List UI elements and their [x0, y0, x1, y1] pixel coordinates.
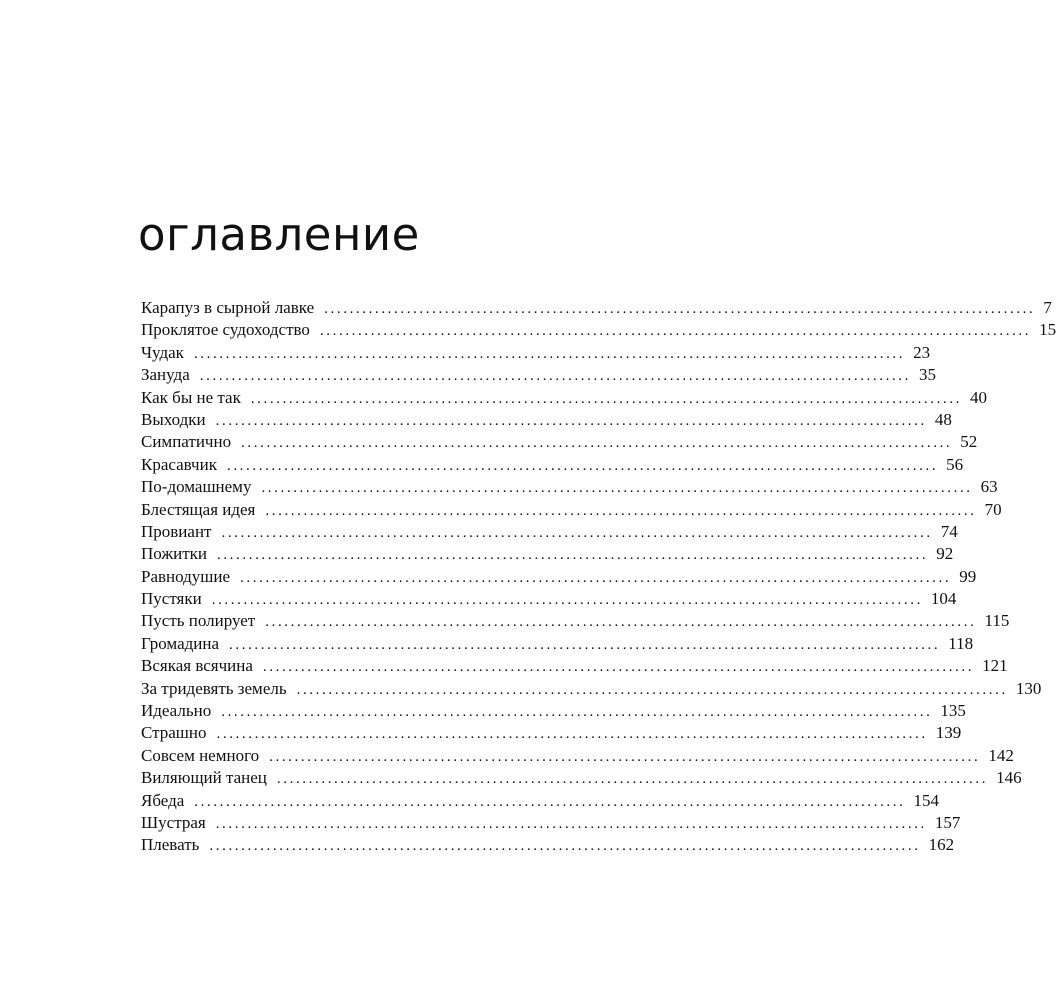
toc-entry-title: Виляющий танец: [141, 768, 267, 788]
toc-entry-page: 99: [959, 566, 977, 586]
toc-entry-title: Ябеда: [141, 790, 185, 810]
toc-entry: [141, 655, 1008, 677]
toc-entry-page: 121: [982, 656, 1008, 676]
dot-leader: ................................................................................................................: [265, 614, 977, 631]
toc-entry-page: 115: [984, 611, 1010, 631]
toc-entry-page: 40: [970, 387, 988, 407]
toc-entry: [141, 700, 966, 722]
toc-entry-page: 104: [930, 589, 957, 609]
toc-entry: [141, 543, 954, 565]
toc-entry-title: Плевать: [141, 835, 200, 855]
dot-leader: ................................................................................................................: [324, 301, 1036, 317]
toc-entry-page: 154: [913, 790, 939, 810]
toc-entry: [141, 409, 952, 431]
toc-entry-title: Выходки: [141, 409, 206, 429]
toc-entry: [141, 610, 1010, 632]
toc-entry-page: 15: [1039, 320, 1056, 340]
toc-entry-page: 23: [913, 342, 931, 362]
dot-leader: ................................................................................................................: [216, 726, 928, 743]
toc-entry-title: Всякая всячина: [141, 656, 253, 676]
toc-entry-page: 130: [1015, 678, 1042, 698]
toc-entry-page: 118: [948, 633, 974, 653]
dot-leader: ................................................................................................................: [241, 435, 953, 452]
toc-entry-title: Пожитки: [141, 544, 207, 564]
dot-leader: ................................................................................................................: [221, 524, 933, 541]
toc-entry: [141, 812, 961, 834]
toc-entry: [141, 364, 936, 386]
toc-entry-page: 162: [928, 835, 955, 855]
dot-leader: ................................................................................................................: [296, 681, 1008, 698]
dot-leader: ................................................................................................................: [211, 592, 923, 609]
toc-entry: [141, 834, 955, 856]
toc-entry: [141, 476, 998, 498]
toc-entry: [141, 678, 1042, 700]
dot-leader: ................................................................................................................: [215, 412, 927, 429]
toc-entry-title: Страшно: [141, 723, 207, 743]
toc-entry-title: Проклятое судоходство: [141, 320, 310, 340]
toc-entry: [141, 566, 977, 588]
dot-leader: ................................................................................................................: [269, 748, 981, 765]
toc-entry-page: 92: [936, 544, 954, 564]
toc-entry: [141, 319, 1056, 341]
toc-entry-page: 157: [934, 812, 961, 832]
toc-entry: [141, 633, 974, 655]
toc-entry-page: 74: [940, 521, 958, 541]
toc-entry: [141, 521, 958, 543]
toc-entry-page: 52: [960, 432, 978, 452]
toc-entry: [141, 454, 964, 476]
toc-entry: [141, 588, 957, 610]
toc-entry: [141, 790, 939, 812]
dot-leader: ................................................................................................................: [216, 547, 929, 564]
toc-entry: [141, 342, 931, 364]
toc-entry-title: Пусть полирует: [141, 611, 256, 631]
toc-entry-page: 146: [996, 768, 1022, 788]
toc-entry: [141, 431, 978, 453]
dot-leader: ................................................................................................................: [194, 793, 906, 810]
toc-entry: [141, 387, 988, 409]
toc-entry-page: 35: [919, 365, 936, 385]
toc-entry-title: Равнодушие: [141, 566, 231, 586]
toc-entry: [141, 745, 1014, 767]
toc-entry: [141, 722, 962, 744]
dot-leader: ................................................................................................................: [215, 815, 927, 832]
dot-leader: ................................................................................................................: [226, 457, 939, 474]
toc-entry-page: 63: [980, 477, 998, 497]
dot-leader: ................................................................................................................: [276, 771, 989, 788]
toc-entry-page: 56: [946, 454, 964, 474]
toc-entry-title: Симпатично: [141, 432, 232, 452]
toc-entry-page: 139: [935, 723, 962, 743]
toc-entry-page: 135: [940, 701, 966, 721]
toc-entry-title: Совсем немного: [141, 745, 260, 765]
dot-leader: ................................................................................................................: [199, 368, 911, 385]
toc-entry: [141, 297, 1052, 319]
dot-leader: ................................................................................................................: [261, 480, 973, 497]
toc-entry-page: 48: [934, 409, 952, 429]
toc-entry-title: Карапуз в сырной лавке: [141, 298, 315, 317]
toc-entry-title: Провиант: [141, 521, 212, 541]
dot-leader: ................................................................................................................: [265, 502, 977, 519]
toc-entry: [141, 499, 1002, 521]
toc-entry-title: Пустяки: [141, 589, 202, 609]
dot-leader: ................................................................................................................: [229, 636, 941, 653]
dot-leader: ................................................................................................................: [193, 345, 906, 362]
toc-entry-title: Красавчик: [141, 454, 217, 474]
page-title: оглавление: [138, 208, 420, 261]
toc-entry-title: Идеально: [141, 701, 212, 721]
toc-entry-title: За тридевять земель: [141, 678, 287, 698]
dot-leader: ................................................................................................................: [262, 659, 975, 676]
toc-entry-page: 142: [988, 745, 1014, 765]
dot-leader: ................................................................................................................: [221, 704, 933, 721]
toc-entry-title: Шустрая: [141, 812, 206, 832]
toc-entry-page: 70: [984, 499, 1002, 519]
toc-entry-title: Зануда: [141, 365, 190, 385]
dot-leader: ................................................................................................................: [319, 323, 1032, 340]
toc-entry-title: Блестящая идея: [141, 499, 256, 519]
toc-entry: [141, 767, 1022, 789]
dot-leader: ................................................................................................................: [250, 390, 963, 407]
dot-leader: ................................................................................................................: [209, 838, 921, 855]
dot-leader: ................................................................................................................: [240, 569, 952, 586]
toc-entry-title: По-домашнему: [141, 477, 252, 497]
toc-entry-title: Как бы не так: [141, 387, 241, 407]
toc-entry-title: Громадина: [141, 633, 220, 653]
toc-entry-page: 7: [1043, 298, 1052, 317]
toc-entry-title: Чудак: [141, 342, 184, 362]
table-of-contents: [141, 297, 1056, 857]
